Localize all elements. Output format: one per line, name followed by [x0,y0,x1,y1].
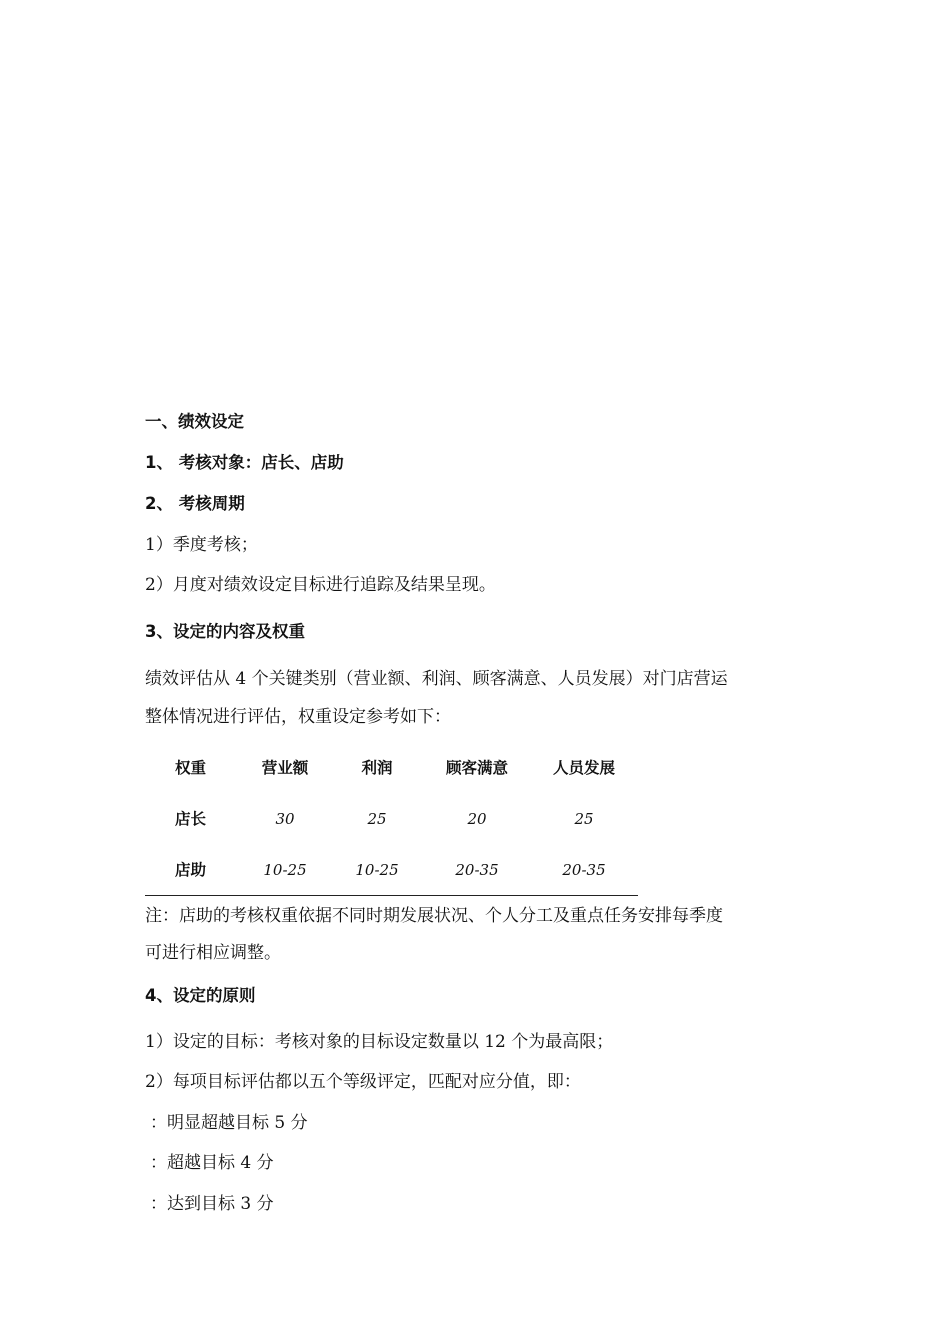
item-2-heading: 2、 考核周期 [145,494,245,513]
item-3-paragraph-line-1: 绩效评估从 4 个关键类别（营业额、利润、顾客满意、人员发展）对门店营运 [145,669,728,689]
table-header-development: 人员发展 [552,759,616,777]
grade-item: ：明显超越目标 5 分 [150,1113,308,1133]
table-cell: 25 [574,810,594,828]
table-cell: 20 [467,810,487,828]
table-header-weight: 权重 [175,759,207,777]
table-cell: 20-35 [455,861,499,879]
item-4-sub-2: 2）每项目标评估都以五个等级评定，匹配对应分值，即： [145,1072,581,1092]
note-line-2: 可进行相应调整。 [145,943,281,963]
table-cell: 30 [275,810,295,828]
item-3-paragraph-line-2: 整体情况进行评估，权重设定参考如下： [145,707,451,727]
table-cell: 10-25 [263,861,307,879]
weight-table [145,755,640,897]
section-title: 一、绩效设定 [145,412,244,431]
grade-item: ：超越目标 4 分 [150,1153,274,1173]
item-2-sub-2: 2）月度对绩效设定目标进行追踪及结果呈现。 [145,575,496,595]
table-cell: 25 [367,810,387,828]
table-bottom-rule [145,895,638,896]
table-header-satisfaction: 顾客满意 [445,759,509,777]
item-4-sub-1: 1）设定的目标：考核对象的目标设定数量以 12 个为最高限； [145,1032,614,1052]
table-header-profit: 利润 [361,759,393,777]
item-4-heading: 4、设定的原则 [145,986,256,1005]
item-1-heading: 1、 考核对象：店长、店助 [145,453,344,472]
item-2-sub-1: 1）季度考核； [145,535,258,555]
grade-item: ：达到目标 3 分 [150,1194,274,1214]
item-3-heading: 3、设定的内容及权重 [145,622,305,641]
table-row-role: 店长 [175,810,207,828]
table-header-revenue: 营业额 [261,759,309,777]
note-line-1: 注：店助的考核权重依据不同时期发展状况、个人分工及重点任务安排每季度 [145,906,723,926]
table-cell: 10-25 [355,861,399,879]
table-row-role: 店助 [175,861,207,879]
table-cell: 20-35 [562,861,606,879]
